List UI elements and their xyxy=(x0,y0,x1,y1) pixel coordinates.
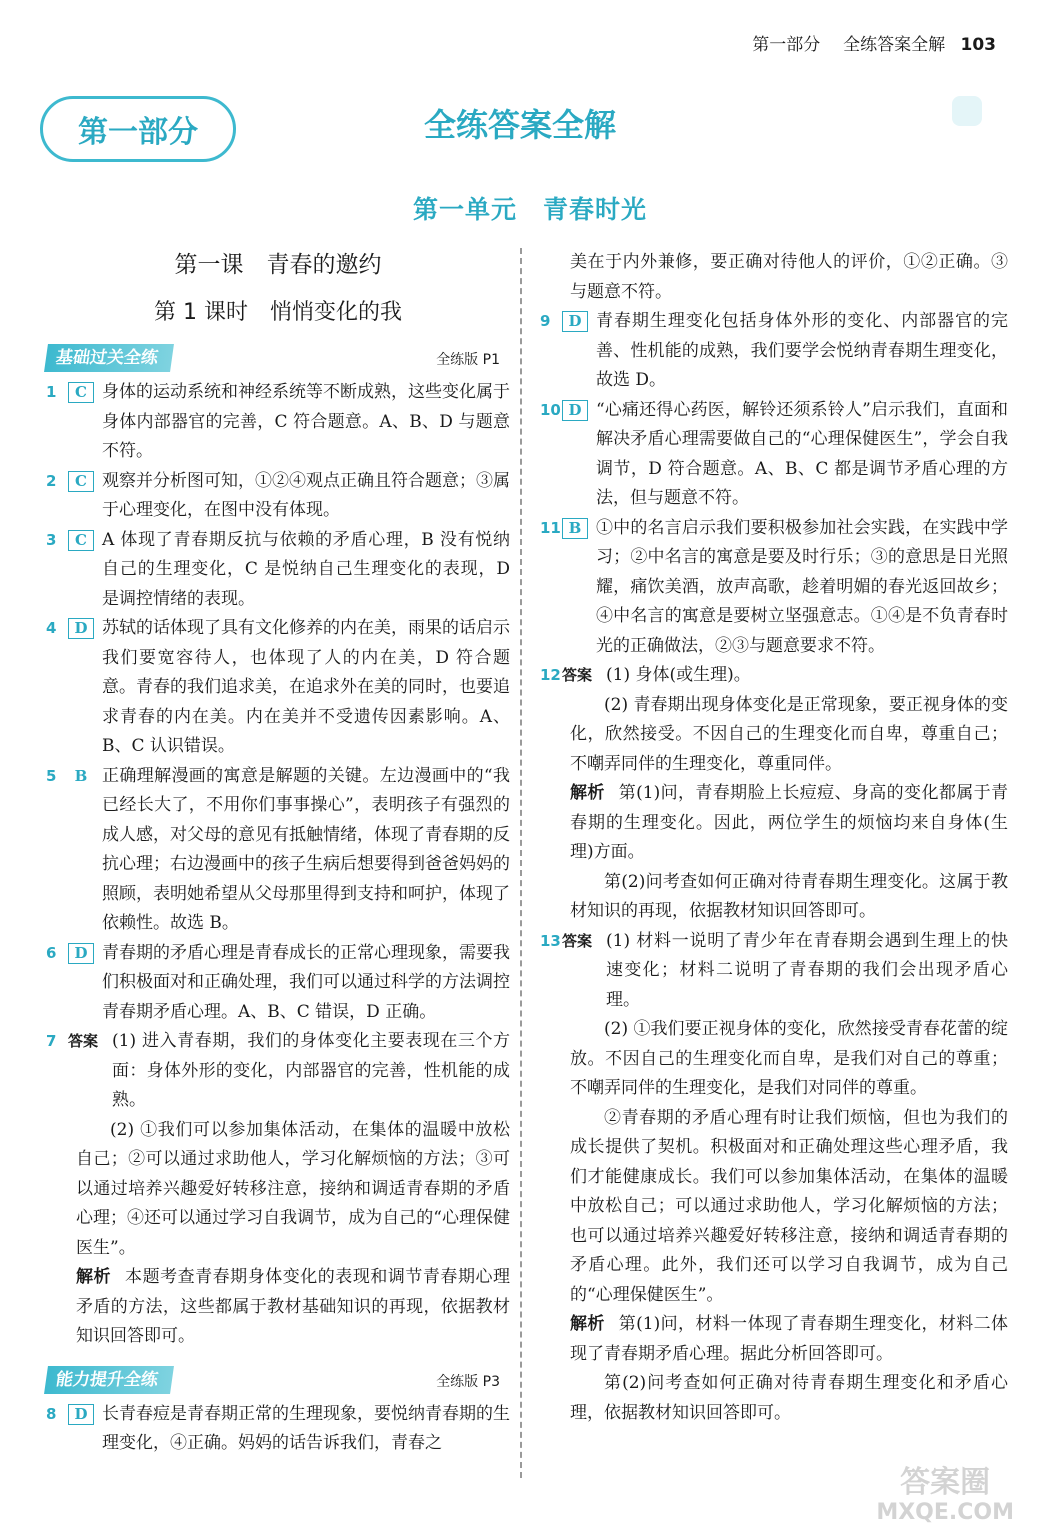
question-number: 13 xyxy=(540,931,561,950)
answer-box: D xyxy=(562,311,588,332)
section-basic-ref: 全练版 P1 xyxy=(436,352,500,368)
question-explanation: 苏轼的话体现了具有文化修养的内在美，雨果的话启示我们要宽容待人，也体现了人的内在美，D 符合题意。青春的我们追求美，在追求外在美的同时，也要追求青春的内在美。内在美并不受遗传因素影响。A、B、C 认识错误。 xyxy=(102,618,510,756)
question-2 xyxy=(46,467,510,526)
question-number: 7 xyxy=(46,1032,57,1050)
section-ability xyxy=(46,1364,510,1396)
watermark-logo xyxy=(876,1465,1014,1528)
analysis-label: 解析 xyxy=(76,1267,112,1287)
answer-part-2: (2) 青春期出现身体变化是正常现象，要正视身体的变化，欣然接受。不因自己的生理变化而自卑，尊重自己；不嘲弄同伴的生理变化，尊重同伴。 xyxy=(570,694,1008,774)
question-4 xyxy=(46,614,510,762)
question-explanation: 观察并分析图可知，①②④观点正确且符合题意；③属于心理变化，在图中没有体现。 xyxy=(102,470,510,520)
unit-label: 第一单元 xyxy=(412,195,517,224)
answer-part-2: (2) ①我们要正视身体的变化，欣然接受青春花蕾的绽放。不因自己的生理变化而自卑，是我们对自己的尊重；不嘲弄同伴的生理变化，是我们对同伴的尊重。 xyxy=(570,1019,1008,1098)
question-8 xyxy=(46,1400,510,1459)
question-5 xyxy=(46,762,510,939)
left-column xyxy=(46,248,510,1459)
question-number: 4 xyxy=(46,619,57,637)
answer-box: D xyxy=(68,943,94,964)
section-ability-ref: 全练版 P3 xyxy=(436,1373,500,1390)
answer-part-1: (1) 材料一说明了青少年在青春期会遇到生理上的快速变化；材料二说明了青春期的我们会出现矛盾心理。 xyxy=(606,930,1008,1010)
question-explanation: ①中的名言启示我们要积极参加社会实践，在实践中学习；②中名言的寓意是要及时行乐；③的意思是日光照耀，痛饮美酒，放声高歌，趁着明媚的春光返回故乡；④中名言的寓意是要树立坚强意志。①④是不负青春时光的正确做法，②③与题意要求不符。 xyxy=(596,517,1008,656)
question-1 xyxy=(46,378,510,467)
question-10 xyxy=(540,396,1008,514)
question-explanation: 青春期的矛盾心理是青春成长的正常心理现象，需要我们积极面对和正确处理，我们可以通过科学的方法调控青春期矛盾心理。A、B、C 错误，D 正确。 xyxy=(102,942,510,1022)
question-explanation: 身体的运动系统和神经系统等不断成熟，这些变化属于身体内部器官的完善，C 符合题意。A、B、D 与题意不符。 xyxy=(102,382,510,461)
unit-name: 青春时光 xyxy=(543,195,648,224)
answer-label: 答案 xyxy=(562,931,593,950)
part-badge: 第一部分 xyxy=(40,96,236,162)
page-title: 全练答案全解 xyxy=(423,106,616,144)
running-header xyxy=(752,30,996,55)
section-ability-label: 能力提升全练 xyxy=(44,1366,174,1394)
answer-box: C xyxy=(68,471,94,492)
question-8-continued: 美在于内外兼修，要正确对待他人的评价，①②正确。③与题意不符。 xyxy=(570,252,1008,302)
answer-box: D xyxy=(68,1404,94,1425)
section-basic xyxy=(46,342,510,374)
question-number: 2 xyxy=(46,471,57,490)
answer-part-1: (1) 进入青春期，我们的身体变化主要表现在三个方面：身体外形的变化，内部器官的完善，性机能的成熟。 xyxy=(112,1031,510,1110)
corner-decoration xyxy=(952,96,982,126)
question-number: 10 xyxy=(540,400,561,419)
answer-box: C xyxy=(68,530,94,551)
question-explanation: 青春期生理变化包括身体外形的变化、内部器官的完善、性机能的成熟，我们要学会悦纳青春期生理变化，故选 D。 xyxy=(596,311,1008,390)
analysis-label: 解析 xyxy=(570,783,605,803)
question-number: 8 xyxy=(46,1404,57,1423)
question-explanation: “心痛还得心药医，解铃还须系铃人”启示我们，直面和解决矛盾心理需要做自己的“心理保健医生”，学会自我调节，D 符合题意。A、B、C 都是调节矛盾心理的方法，但与题意不符。 xyxy=(596,399,1008,508)
column-divider xyxy=(520,248,522,1478)
question-explanation: A 体现了青春期反抗与依赖的矛盾心理，B 没有悦纳自己的生理变化，C 是悦纳自己生理变化的表现，D 是调控情绪的表现。 xyxy=(102,529,510,609)
lesson-title: 第一课 青春的邀约 xyxy=(174,252,382,278)
header-part: 第一部分 xyxy=(752,35,821,55)
analysis xyxy=(540,779,1008,868)
question-number: 12 xyxy=(540,666,561,684)
answer-box: D xyxy=(562,400,588,421)
question-number: 1 xyxy=(46,383,57,401)
question-explanation: 长青春痘是青春期正常的生理现象，要悦纳青春期的生理变化，④正确。妈妈的话告诉我们，青春之 xyxy=(102,1403,510,1453)
question-7 xyxy=(46,1027,510,1116)
right-column xyxy=(540,248,1008,1428)
question-9 xyxy=(540,307,1008,396)
question-12 xyxy=(540,661,1008,691)
analysis xyxy=(46,1263,510,1352)
question-number: 3 xyxy=(46,530,57,549)
analysis-text: 第(1)问，材料一体现了青春期生理变化，材料二体现了青春期矛盾心理。据此分析回答即可。 xyxy=(570,1314,1008,1364)
answer-part-2: (2) ①我们可以参加集体活动，在集体的温暖中放松自己；②可以通过求助他人，学习化解烦恼的方法；③可以通过培养兴趣爱好转移注意，接纳和调适青春期的矛盾心理；④还可以通过学习自我调节，成为自己的“心理保健医生”。 xyxy=(76,1119,510,1258)
answer-part-3: ②青春期的矛盾心理有时让我们烦恼，但也为我们的成长提供了契机。积极面对和正确处理这些心理矛盾，我们才能健康成长。我们可以参加集体活动，在集体的温暖中放松自己；可以通过求助他人，学习化解烦恼的方法；也可以通过培养兴趣爱好转移注意，接纳和调适青春期的矛盾心理。此外，我们还可以学习自我调节，成为自己的“心理保健医生”。 xyxy=(570,1107,1008,1305)
answer-box: D xyxy=(68,618,94,639)
question-number: 5 xyxy=(46,766,57,785)
answer-box: B xyxy=(74,766,88,785)
analysis-text-2: 第(2)问考查如何正确对待青春期生理变化和矛盾心理，依据教材知识回答即可。 xyxy=(570,1373,1008,1423)
watermark-line-2: MXQE.COM xyxy=(876,1500,1014,1525)
answer-label: 答案 xyxy=(68,1032,99,1050)
analysis xyxy=(540,1310,1008,1369)
answer-box: C xyxy=(68,382,94,403)
question-number: 9 xyxy=(540,312,551,330)
question-11 xyxy=(540,514,1008,662)
answer-label: 答案 xyxy=(562,666,593,684)
lesson-period: 第 1 课时 悄悄变化的我 xyxy=(154,300,402,325)
page-number: 103 xyxy=(960,35,996,55)
section-basic-label: 基础过关全练 xyxy=(44,344,174,372)
header-section: 全练答案全解 xyxy=(843,35,946,55)
answer-box: B xyxy=(562,518,588,539)
watermark-line-1: 答案圈 xyxy=(900,1465,991,1500)
answer-part-1: (1) 身体(或生理)。 xyxy=(606,665,751,685)
question-13 xyxy=(540,927,1008,1016)
analysis-text: 本题考查青春期身体变化的表现和调节青春期心理矛盾的方法，这些都属于教材基础知识的再现，依据教材知识回答即可。 xyxy=(76,1267,511,1346)
analysis-text: 第(1)问，青春期脸上长痘痘、身高的变化都属于青春期的生理变化。因此，两位学生的烦恼均来自身体(生理)方面。 xyxy=(570,783,1008,862)
question-3 xyxy=(46,526,510,615)
question-number: 6 xyxy=(46,943,57,962)
question-number: 11 xyxy=(540,518,561,537)
unit-title xyxy=(300,190,760,226)
analysis-text-2: 第(2)问考查如何正确对待青春期生理变化。这属于教材知识的再现，依据教材知识回答即可。 xyxy=(570,871,1008,921)
question-6 xyxy=(46,939,510,1028)
analysis-label: 解析 xyxy=(570,1314,605,1334)
question-explanation: 正确理解漫画的寓意是解题的关键。左边漫画中的“我已经长大了，不用你们事事操心”，表明孩子有强烈的成人感，对父母的意见有抵触情绪，体现了青春期的反抗心理；右边漫画中的孩子生病后想要得到爸爸妈妈的照顾，表明她希望从父母那里得到支持和呵护，体现了依赖性。故选 B。 xyxy=(102,765,510,933)
